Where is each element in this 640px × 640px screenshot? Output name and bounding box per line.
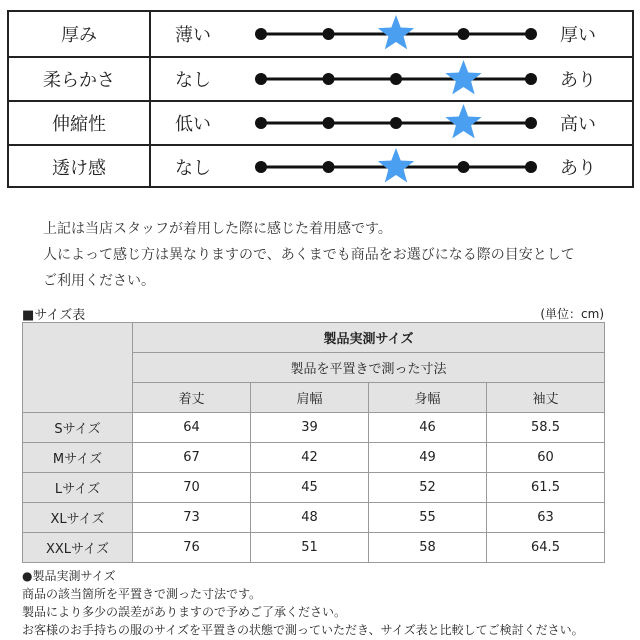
- footer-line: ●製品実測サイズ: [22, 569, 116, 583]
- scale-dot: [323, 28, 335, 40]
- scale-dot: [255, 161, 267, 173]
- rating-star-icon: [445, 104, 481, 138]
- table-cell: 73: [133, 503, 251, 533]
- table-cell: 55: [369, 503, 487, 533]
- scale-dot: [458, 28, 470, 40]
- attribute-scale: [253, 102, 543, 144]
- table-cell: 58.5: [487, 413, 605, 443]
- scale-dot: [525, 28, 537, 40]
- attribute-name: 透け感: [9, 146, 151, 188]
- attribute-row-sheerness: [9, 144, 632, 188]
- attribute-row-softness: [9, 56, 632, 100]
- table-cell: 45: [251, 473, 369, 503]
- table-cell: 49: [369, 443, 487, 473]
- size-label: Lサイズ: [23, 473, 133, 503]
- column-header: 袖丈: [487, 383, 605, 413]
- scale-dot: [255, 73, 267, 85]
- scale-dot: [390, 73, 402, 85]
- attribute-high-label: あり: [560, 70, 596, 91]
- attribute-scale: [253, 146, 543, 188]
- table-row: [23, 533, 605, 563]
- table-cell: 64: [133, 413, 251, 443]
- scale-dot: [255, 28, 267, 40]
- scale-dot: [458, 161, 470, 173]
- attribute-table: [7, 10, 634, 188]
- footer-line: お客様のお手持ちの服のサイズを平置きの状態で測っていただき、サイズ表と比較してご検討ください。: [22, 623, 584, 637]
- attribute-scale: [253, 58, 543, 100]
- size-label: Sサイズ: [23, 413, 133, 443]
- attribute-high-label: 厚い: [560, 25, 596, 46]
- attribute-row-stretch: [9, 100, 632, 144]
- scale-dot: [323, 161, 335, 173]
- attribute-low-label: なし: [175, 158, 211, 179]
- footer-line: 商品の該当箇所を平置きで測った寸法です。: [22, 587, 262, 601]
- attribute-high-label: 高い: [560, 114, 596, 135]
- note-line: ご利用ください。: [43, 273, 155, 289]
- size-label: XXLサイズ: [23, 533, 133, 563]
- attribute-low-label: 薄い: [175, 25, 211, 46]
- table-cell: 39: [251, 413, 369, 443]
- size-table-title: ■サイズ表: [22, 308, 86, 323]
- table-row: [23, 503, 605, 533]
- rating-star-icon: [378, 15, 414, 49]
- attribute-name: 柔らかさ: [9, 58, 151, 100]
- size-table-unit: (単位：cm): [540, 307, 604, 321]
- attribute-high-label: あり: [560, 158, 596, 179]
- table-row: [23, 413, 605, 443]
- table-cell: 64.5: [487, 533, 605, 563]
- scale-dot: [323, 73, 335, 85]
- size-table-corner: [23, 323, 133, 413]
- table-cell: 63: [487, 503, 605, 533]
- size-label: XLサイズ: [23, 503, 133, 533]
- scale-dot: [525, 117, 537, 129]
- note-line: 上記は当店スタッフが着用した際に感じた着用感です。: [43, 221, 392, 237]
- size-table: [22, 322, 605, 563]
- scale-dot: [323, 117, 335, 129]
- footer-line: 製品により多少の誤差がありますので予めご了承ください。: [22, 605, 347, 619]
- note-line: 人によって感じ方は異なりますので、あくまでも商品をお選びになる際の目安として: [43, 247, 575, 263]
- table-cell: 52: [369, 473, 487, 503]
- table-cell: 58: [369, 533, 487, 563]
- table-cell: 67: [133, 443, 251, 473]
- rating-star-icon: [445, 60, 481, 94]
- table-cell: 60: [487, 443, 605, 473]
- attribute-low-label: 低い: [175, 114, 211, 135]
- attribute-name: 伸縮性: [9, 102, 151, 144]
- table-row: [23, 473, 605, 503]
- attribute-row-thickness: [9, 12, 632, 56]
- column-header: 肩幅: [251, 383, 369, 413]
- scale-dot: [525, 161, 537, 173]
- table-cell: 61.5: [487, 473, 605, 503]
- attribute-scale: [253, 12, 543, 56]
- table-row: [23, 443, 605, 473]
- size-table-header-sub: 製品を平置きで測った寸法: [133, 353, 605, 383]
- table-cell: 42: [251, 443, 369, 473]
- table-cell: 51: [251, 533, 369, 563]
- size-label: Mサイズ: [23, 443, 133, 473]
- size-table-header-main: 製品実測サイズ: [133, 323, 605, 353]
- table-cell: 48: [251, 503, 369, 533]
- column-header: 着丈: [133, 383, 251, 413]
- rating-star-icon: [378, 148, 414, 182]
- scale-dot: [255, 117, 267, 129]
- table-cell: 76: [133, 533, 251, 563]
- scale-dot: [525, 73, 537, 85]
- table-cell: 70: [133, 473, 251, 503]
- scale-dot: [390, 117, 402, 129]
- attribute-low-label: なし: [175, 70, 211, 91]
- table-cell: 46: [369, 413, 487, 443]
- column-header: 身幅: [369, 383, 487, 413]
- attribute-name: 厚み: [9, 12, 151, 56]
